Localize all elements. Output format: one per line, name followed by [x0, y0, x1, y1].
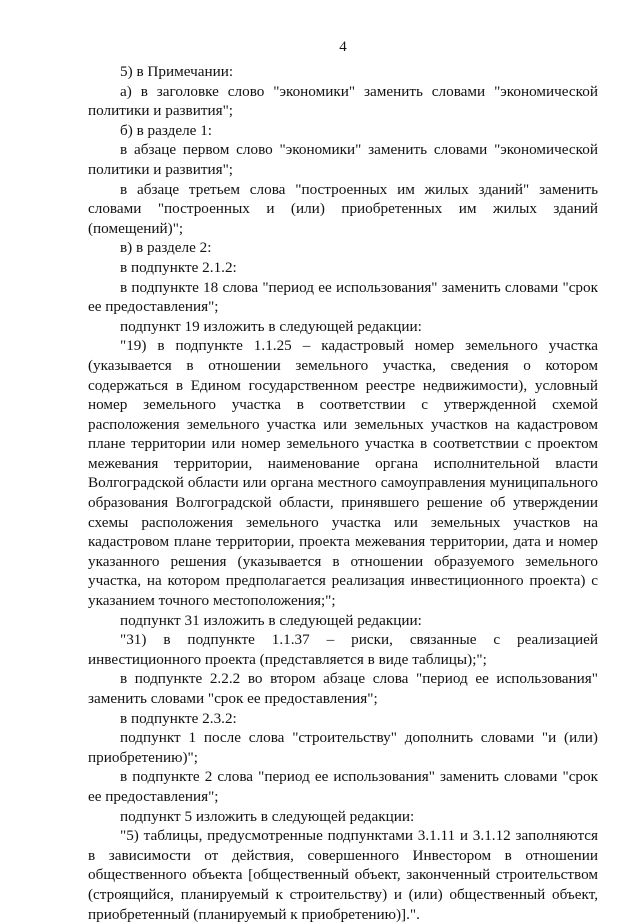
paragraph-subitem-19-text: "19) в подпункте 1.1.25 – кадастровый номер земельного участка (указывается в отношении земельного участка, сведения о котором содержаться в Едином государственном реестре недвижимости), условный номер земельного участка в соответствии с утвержденной схемой расположения земельного участка или земельных участков на кадастровом плане территории или номер земельного участка в соответствии с проектом межевания территории, наименование органа исполнительной власти Волгоградской области или органа местного самоуправления муниципального образования Волгоградской области, принявшего решение об утверждении схемы расположения земельного участка или земельных участков на кадастровом плане территории, проекта межевания территории, дата и номер указанного решения (указывается в отношении образуемого земельного участка, на котором предполагается реализация инвестиционного проекта) с указанием точного местоположения;";: [88, 337, 598, 610]
paragraph-subitem-31-text: "31) в подпункте 1.1.37 – риски, связанные с реализацией инвестиционного проекта (представляется в виде таблицы);";: [88, 631, 598, 668]
paragraph-item-a-title: а) в заголовке слово "экономики" заменить словами "экономической политики и развития";: [88, 82, 598, 120]
paragraph-item-b-section1: б) в разделе 1:: [120, 121, 213, 139]
paragraph-subitem-2: в подпункте 2 слова "период ее использования" заменить словами "срок ее предоставления";: [88, 768, 598, 805]
paragraph-subitem-2-3-2: в подпункте 2.3.2:: [120, 709, 237, 727]
page-number: 4: [339, 39, 347, 55]
paragraph-subitem-2-1-2: в подпункте 2.1.2:: [120, 258, 237, 276]
paragraph-subitem-5-intro: подпункт 5 изложить в следующей редакции:: [120, 807, 415, 825]
paragraph-subitem-2-2-2: в подпункте 2.2.2 во втором абзаце слова "период ее использования" заменить словами "срок ее предоставления";: [88, 670, 598, 707]
paragraph-item-v-section2: в) в разделе 2:: [120, 239, 212, 257]
paragraph-subitem-5-text: "5) таблицы, предусмотренные подпунктами 3.1.11 и 3.1.12 заполняются в зависимости от действия, совершенного Инвестором в отношении общественного объекта [общественный объект, законченный строительством (строящийся, планируемый к строительству) и (или) общественный объект, приобретенный (планируемый к приобретению)].".: [88, 827, 598, 923]
paragraph-subitem-18: в подпункте 18 слова "период ее использования" заменить словами "срок ее предоставления";: [88, 278, 598, 316]
paragraph-first-abzac: в абзаце первом слово "экономики" заменить словами "экономической политики и развития";: [88, 141, 598, 178]
paragraph-item-5-note: 5) в Примечании:: [120, 63, 234, 80]
paragraph-subitem-1: подпункт 1 после слова "строительству" дополнить словами "и (или) приобретению)";: [88, 729, 598, 766]
document-body: [88, 62, 598, 924]
paragraph-subitem-19-intro: подпункт 19 изложить в следующей редакции:: [120, 317, 422, 335]
paragraph-subitem-31-intro: подпункт 31 изложить в следующей редакции:: [120, 611, 422, 629]
paragraph-third-abzac: в абзаце третьем слова "построенных им жилых зданий" заменить словами "построенных и (или) приобретенных им жилых зданий (помещений)";: [88, 180, 598, 237]
document-page: [88, 0, 598, 923]
